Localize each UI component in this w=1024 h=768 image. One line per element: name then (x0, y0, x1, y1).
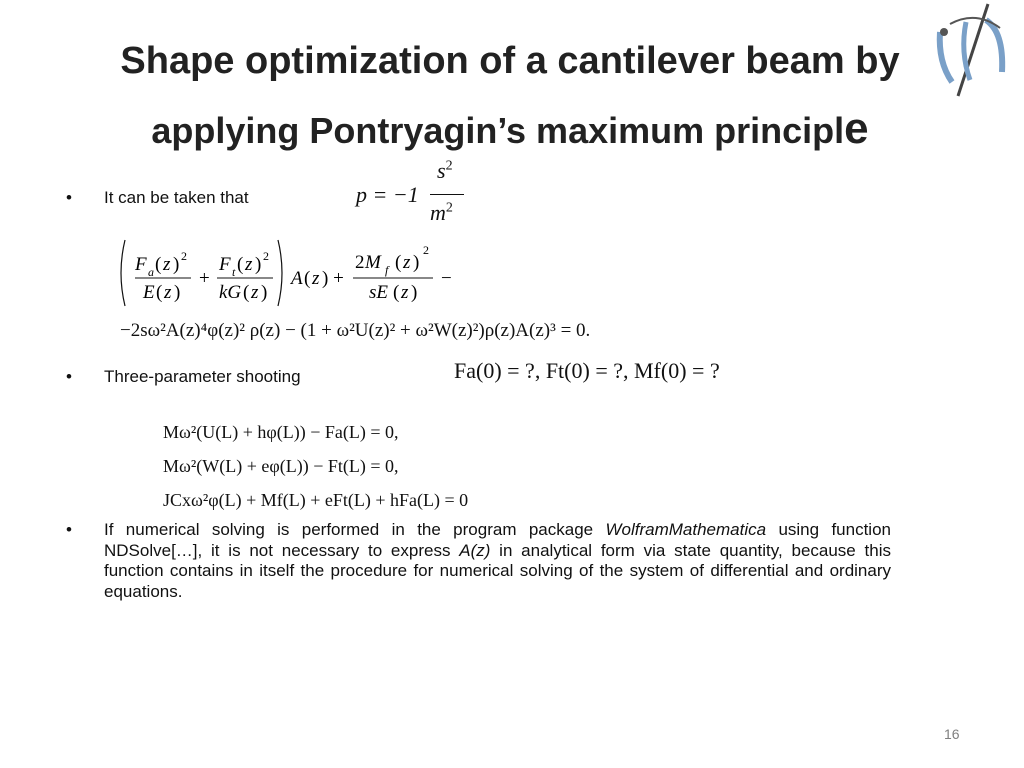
svg-text:a: a (148, 265, 154, 279)
university-logo (930, 2, 1010, 98)
equation-fraction-block (115, 236, 475, 312)
svg-text:): ) (173, 254, 180, 275)
equation-line-2: −2sω²A(z)⁴φ(z)² ρ(z) − (1 + ω²U(z)² + ω²W(z)²)ρ(z)A(z)³ = 0. (120, 320, 591, 341)
boundary-condition-1: Mω²(U(L) + hφ(L)) − Fa(L) = 0, (163, 422, 399, 442)
svg-text:(: ( (304, 268, 311, 289)
svg-text:z: z (245, 254, 253, 275)
svg-text:t: t (232, 265, 236, 279)
p-fraction-numerator: $s^2$ (437, 158, 453, 183)
svg-text:): ) (261, 282, 268, 303)
bullet-marker: • (66, 520, 72, 539)
slide-title-line2: applying Pontryagin’s maximum principle (151, 104, 869, 153)
svg-text:(: ( (155, 254, 162, 275)
svg-text:−: − (441, 268, 452, 289)
boundary-condition-3: JCxω²φ(L) + Mf(L) + eFt(L) + hFa(L) = 0 (163, 490, 469, 510)
svg-text:sE: sE (369, 282, 388, 303)
svg-text:(: ( (243, 282, 250, 303)
svg-text:(: ( (237, 254, 244, 275)
shooting-initial-values: Fa(0) = ?, Ft(0) = ?, Mf(0) = ? (454, 358, 720, 383)
svg-text:(: ( (395, 252, 402, 273)
bullet-text-1: It can be taken that (104, 188, 249, 207)
svg-text:): ) (413, 252, 420, 273)
bullet-text-2: Three-parameter shooting (104, 367, 301, 386)
svg-text:2: 2 (263, 249, 269, 263)
page-number: 16 (944, 726, 960, 742)
boundary-condition-2: Mω²(W(L) + eφ(L)) − Ft(L) = 0, (163, 456, 399, 476)
svg-text:z: z (164, 282, 172, 303)
svg-text:2: 2 (355, 252, 365, 273)
svg-text:F: F (135, 254, 147, 275)
svg-text:(: ( (393, 282, 400, 303)
svg-text:+: + (199, 268, 210, 289)
svg-text:): ) (174, 282, 181, 303)
svg-text:f: f (385, 263, 389, 277)
bullet-marker: • (66, 367, 72, 386)
svg-text:kG: kG (219, 282, 242, 303)
svg-text:z: z (251, 282, 259, 303)
svg-text:): ) (411, 282, 418, 303)
svg-text:F: F (219, 254, 231, 275)
slide-title-line1: Shape optimization of a cantilever beam by (120, 40, 900, 82)
svg-text:(: ( (156, 282, 163, 303)
svg-text:2: 2 (181, 249, 187, 263)
svg-text:) +: ) + (322, 268, 344, 289)
svg-text:E: E (143, 282, 155, 303)
svg-text:M: M (365, 252, 381, 273)
bullet-text-3: If numerical solving is performed in the program package WolframMathematica using function NDSolve[…], it is not necessary to express A(z) in analytical form via state quantity, because this function contains in itself the procedure for numerical solving of the system of differential and ordinary equations. (104, 520, 891, 601)
bullet-marker: • (66, 188, 72, 207)
p-fraction-denominator: $m^2$ (430, 200, 453, 225)
svg-text:z: z (401, 282, 409, 303)
p-equation: p = −1 (356, 182, 419, 207)
svg-text:z: z (163, 254, 171, 275)
svg-text:z: z (403, 252, 411, 273)
svg-text:2: 2 (423, 243, 429, 257)
svg-text:): ) (255, 254, 262, 275)
svg-text:A: A (291, 268, 303, 289)
svg-text:z: z (312, 268, 320, 289)
